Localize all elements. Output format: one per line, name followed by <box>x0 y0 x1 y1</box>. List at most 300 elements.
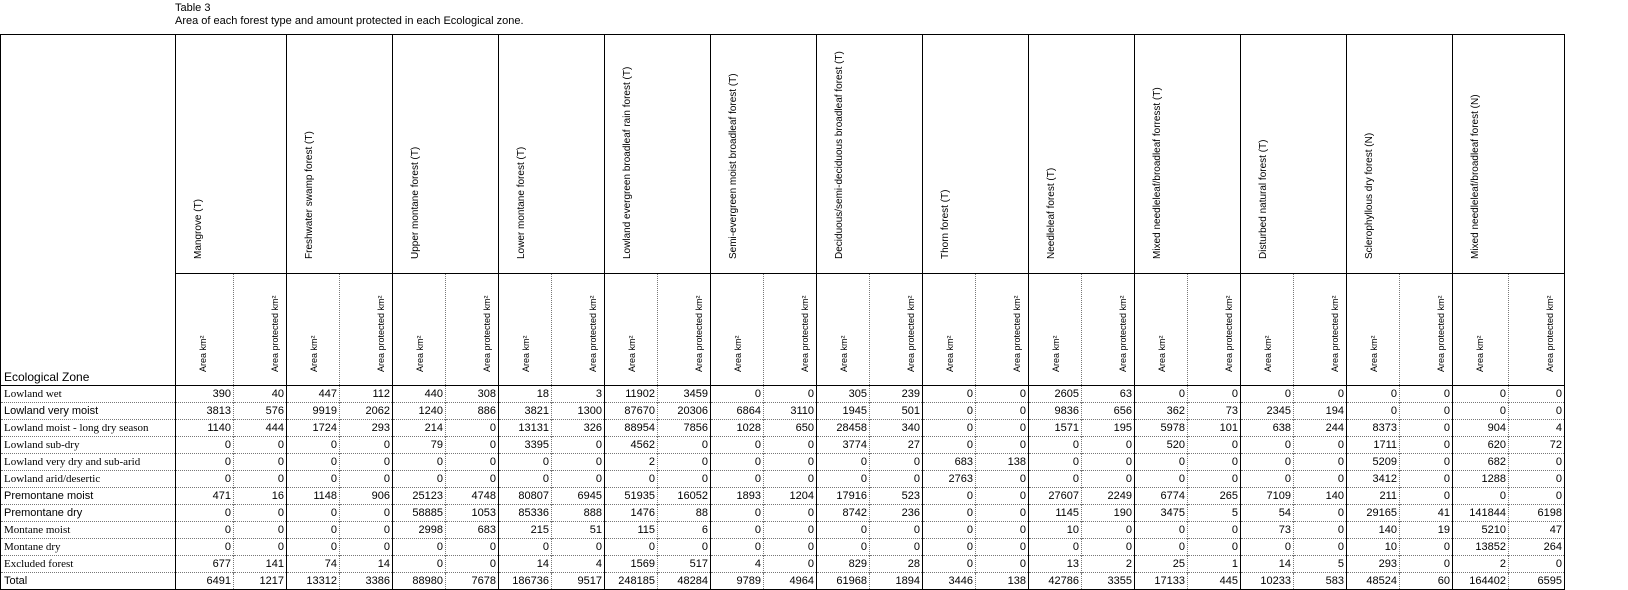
protected-value: 0 <box>976 556 1029 573</box>
area-value: 0 <box>923 539 976 556</box>
area-value: 58885 <box>393 505 446 522</box>
area-km2-label: Area km² <box>1475 335 1485 372</box>
protected-value: 0 <box>1294 471 1347 488</box>
protected-value: 5 <box>1294 556 1347 573</box>
area-value: 0 <box>1347 403 1400 420</box>
area-value: 51935 <box>605 488 658 505</box>
protected-value: 0 <box>234 454 287 471</box>
protected-value: 0 <box>1188 471 1241 488</box>
protected-value: 101 <box>1188 420 1241 437</box>
area-value: 13 <box>1029 556 1082 573</box>
area-km2-label: Area km² <box>415 335 425 372</box>
area-value: 61968 <box>817 573 870 590</box>
area-value: 0 <box>923 505 976 522</box>
table-caption <box>175 2 524 28</box>
area-value: 25 <box>1135 556 1188 573</box>
area-value: 0 <box>393 454 446 471</box>
protected-value: 28 <box>870 556 923 573</box>
ecological-zone-label: Lowland very dry and sub-arid <box>1 454 176 471</box>
area-header-cell <box>393 274 446 386</box>
ecological-zone-header-cell <box>1 35 176 386</box>
protected-value: 195 <box>1082 420 1135 437</box>
area-value: 10 <box>1347 539 1400 556</box>
protected-value: 326 <box>552 420 605 437</box>
protected-value: 2062 <box>340 403 393 420</box>
area-km2-label: Area km² <box>945 335 955 372</box>
area-value: 4562 <box>605 437 658 454</box>
forest-type-label: Lowland evergreen broadleaf rain forest (T) <box>622 66 633 259</box>
area-value: 0 <box>923 386 976 403</box>
area-value: 638 <box>1241 420 1294 437</box>
protected-value: 340 <box>870 420 923 437</box>
protected-value: 1053 <box>446 505 499 522</box>
area-value: 0 <box>287 522 340 539</box>
table-row <box>1 488 1565 505</box>
area-value: 13852 <box>1453 539 1509 556</box>
protected-value: 0 <box>1082 522 1135 539</box>
table-number: Table 3 <box>175 2 211 14</box>
area-value: 74 <box>287 556 340 573</box>
protected-value: 0 <box>340 454 393 471</box>
area-header-cell <box>499 274 552 386</box>
forest-type-label: Disturbed natural forest (T) <box>1258 139 1269 259</box>
area-value: 0 <box>1241 539 1294 556</box>
protected-header-cell <box>1294 274 1347 386</box>
area-value: 10 <box>1029 522 1082 539</box>
area-value: 1288 <box>1453 471 1509 488</box>
protected-value: 0 <box>1294 505 1347 522</box>
area-value: 42786 <box>1029 573 1082 590</box>
area-value: 8373 <box>1347 420 1400 437</box>
area-header-cell <box>1453 274 1509 386</box>
protected-header-cell <box>552 274 605 386</box>
area-value: 10233 <box>1241 573 1294 590</box>
area-value: 5210 <box>1453 522 1509 539</box>
forest-type-header <box>923 35 1029 274</box>
protected-value: 9517 <box>552 573 605 590</box>
protected-value: 0 <box>1400 539 1453 556</box>
area-value: 140 <box>1347 522 1400 539</box>
area-value: 0 <box>1135 471 1188 488</box>
forest-type-header <box>287 35 393 274</box>
protected-value: 48284 <box>658 573 711 590</box>
area-header-cell <box>1241 274 1294 386</box>
area-value: 0 <box>499 471 552 488</box>
area-value: 0 <box>1241 454 1294 471</box>
area-value: 0 <box>176 539 234 556</box>
area-value: 0 <box>1029 437 1082 454</box>
protected-value: 0 <box>446 539 499 556</box>
area-km2-label: Area km² <box>198 335 208 372</box>
area-value: 18 <box>499 386 552 403</box>
protected-header-cell <box>1509 274 1565 386</box>
protected-value: 0 <box>1400 437 1453 454</box>
area-value: 0 <box>393 471 446 488</box>
area-protected-km2-label: Area protected km² <box>1436 295 1446 372</box>
protected-value: 0 <box>1400 454 1453 471</box>
area-value: 0 <box>287 437 340 454</box>
protected-value: 1 <box>1188 556 1241 573</box>
protected-value: 27 <box>870 437 923 454</box>
table-row <box>1 386 1565 403</box>
protected-value: 140 <box>1294 488 1347 505</box>
ecological-zone-label: Premontane moist <box>1 488 176 505</box>
protected-value: 0 <box>976 522 1029 539</box>
protected-value: 1300 <box>552 403 605 420</box>
area-header-cell <box>1347 274 1400 386</box>
area-value: 0 <box>1135 454 1188 471</box>
area-value: 0 <box>711 471 764 488</box>
forest-type-header <box>393 35 499 274</box>
area-value: 0 <box>393 556 446 573</box>
area-protected-km2-label: Area protected km² <box>694 295 704 372</box>
protected-value: 0 <box>234 539 287 556</box>
protected-value: 0 <box>1400 420 1453 437</box>
area-km2-label: Area km² <box>309 335 319 372</box>
area-value: 1945 <box>817 403 870 420</box>
area-protected-km2-label: Area protected km² <box>482 295 492 372</box>
area-value: 440 <box>393 386 446 403</box>
protected-value: 0 <box>1509 556 1565 573</box>
area-value: 829 <box>817 556 870 573</box>
protected-value: 41 <box>1400 505 1453 522</box>
forest-type-header <box>1029 35 1135 274</box>
total-row <box>1 573 1565 590</box>
protected-value: 4748 <box>446 488 499 505</box>
area-value: 0 <box>176 437 234 454</box>
forest-type-label: Sclerophyllous dry forest (N) <box>1364 132 1375 259</box>
area-value: 17916 <box>817 488 870 505</box>
area-value: 1028 <box>711 420 764 437</box>
ecological-zone-label: Lowland arid/desertic <box>1 471 176 488</box>
area-km2-label: Area km² <box>1157 335 1167 372</box>
area-km2-label: Area km² <box>1051 335 1061 372</box>
protected-value: 6 <box>658 522 711 539</box>
protected-value: 0 <box>1082 454 1135 471</box>
area-value: 0 <box>176 505 234 522</box>
protected-value: 6198 <box>1509 505 1565 522</box>
area-header-cell <box>605 274 658 386</box>
forest-type-header <box>499 35 605 274</box>
forest-type-header <box>1347 35 1453 274</box>
area-value: 1571 <box>1029 420 1082 437</box>
protected-value: 0 <box>446 471 499 488</box>
forest-type-label: Thorn forest (T) <box>940 189 951 259</box>
area-header-cell <box>176 274 234 386</box>
area-value: 5209 <box>1347 454 1400 471</box>
area-value: 2605 <box>1029 386 1082 403</box>
area-value: 0 <box>499 454 552 471</box>
area-value: 164402 <box>1453 573 1509 590</box>
area-value: 11902 <box>605 386 658 403</box>
area-value: 2345 <box>1241 403 1294 420</box>
table-title: Area of each forest type and amount protected in each Ecological zone. <box>175 15 524 27</box>
protected-value: 0 <box>234 437 287 454</box>
area-value: 0 <box>1453 386 1509 403</box>
area-value: 0 <box>1453 488 1509 505</box>
protected-value: 501 <box>870 403 923 420</box>
protected-value: 0 <box>446 420 499 437</box>
protected-value: 576 <box>234 403 287 420</box>
area-value: 3774 <box>817 437 870 454</box>
area-value: 8742 <box>817 505 870 522</box>
protected-value: 0 <box>1294 454 1347 471</box>
protected-value: 16 <box>234 488 287 505</box>
protected-value: 0 <box>234 522 287 539</box>
protected-value: 60 <box>1400 573 1453 590</box>
area-value: 1476 <box>605 505 658 522</box>
ecological-zone-label: Lowland moist - long dry season <box>1 420 176 437</box>
protected-value: 0 <box>1082 437 1135 454</box>
area-value: 215 <box>499 522 552 539</box>
protected-value: 0 <box>658 539 711 556</box>
area-value: 0 <box>711 522 764 539</box>
protected-value: 0 <box>764 386 817 403</box>
protected-value: 0 <box>976 437 1029 454</box>
area-protected-km2-label: Area protected km² <box>270 295 280 372</box>
area-value: 6864 <box>711 403 764 420</box>
area-value: 0 <box>605 539 658 556</box>
table-row <box>1 403 1565 420</box>
protected-header-cell <box>234 274 287 386</box>
protected-value: 0 <box>1188 437 1241 454</box>
protected-value: 523 <box>870 488 923 505</box>
area-protected-km2-label: Area protected km² <box>1330 295 1340 372</box>
protected-value: 4964 <box>764 573 817 590</box>
protected-value: 0 <box>340 522 393 539</box>
area-value: 248185 <box>605 573 658 590</box>
protected-value: 0 <box>976 386 1029 403</box>
area-value: 390 <box>176 386 234 403</box>
protected-value: 14 <box>340 556 393 573</box>
protected-header-cell <box>870 274 923 386</box>
table-row <box>1 420 1565 437</box>
forest-type-label: Mangrove (T) <box>193 198 204 259</box>
protected-value: 0 <box>1509 403 1565 420</box>
area-value: 0 <box>1241 437 1294 454</box>
area-value: 904 <box>1453 420 1509 437</box>
protected-value: 72 <box>1509 437 1565 454</box>
protected-value: 0 <box>340 437 393 454</box>
protected-value: 0 <box>446 437 499 454</box>
protected-value: 650 <box>764 420 817 437</box>
protected-value: 1204 <box>764 488 817 505</box>
protected-value: 0 <box>446 556 499 573</box>
ecological-zone-label: Montane moist <box>1 522 176 539</box>
protected-value: 264 <box>1509 539 1565 556</box>
area-value: 0 <box>711 437 764 454</box>
protected-value: 308 <box>446 386 499 403</box>
protected-value: 2249 <box>1082 488 1135 505</box>
area-value: 7109 <box>1241 488 1294 505</box>
ecological-zone-label: Premontane dry <box>1 505 176 522</box>
area-value: 683 <box>923 454 976 471</box>
protected-value: 63 <box>1082 386 1135 403</box>
area-protected-km2-label: Area protected km² <box>800 295 810 372</box>
area-value: 620 <box>1453 437 1509 454</box>
protected-value: 0 <box>976 539 1029 556</box>
protected-value: 88 <box>658 505 711 522</box>
area-value: 3395 <box>499 437 552 454</box>
protected-value: 0 <box>976 403 1029 420</box>
protected-header-cell <box>976 274 1029 386</box>
area-value: 27607 <box>1029 488 1082 505</box>
area-value: 14 <box>499 556 552 573</box>
ecological-zone-label: Excluded forest <box>1 556 176 573</box>
protected-value: 239 <box>870 386 923 403</box>
protected-value: 0 <box>234 505 287 522</box>
area-value: 4 <box>711 556 764 573</box>
area-value: 214 <box>393 420 446 437</box>
protected-value: 0 <box>976 505 1029 522</box>
area-value: 54 <box>1241 505 1294 522</box>
area-value: 0 <box>817 471 870 488</box>
protected-value: 0 <box>1294 437 1347 454</box>
area-header-cell <box>923 274 976 386</box>
ecological-zone-label: Total <box>1 573 176 590</box>
area-value: 29165 <box>1347 505 1400 522</box>
protected-value: 0 <box>1509 386 1565 403</box>
area-km2-label: Area km² <box>1263 335 1273 372</box>
protected-value: 3110 <box>764 403 817 420</box>
area-km2-label: Area km² <box>627 335 637 372</box>
area-header-cell <box>287 274 340 386</box>
forest-type-header <box>817 35 923 274</box>
forest-type-label: Mixed needleleaf/broadleaf forresst (T) <box>1152 87 1163 259</box>
protected-value: 6595 <box>1509 573 1565 590</box>
protected-value: 0 <box>340 539 393 556</box>
area-km2-label: Area km² <box>521 335 531 372</box>
protected-header-cell <box>764 274 817 386</box>
table-row <box>1 505 1565 522</box>
protected-value: 0 <box>764 539 817 556</box>
area-value: 0 <box>1029 539 1082 556</box>
protected-header-cell <box>1082 274 1135 386</box>
forest-type-header <box>176 35 287 274</box>
protected-value: 0 <box>552 454 605 471</box>
protected-value: 0 <box>976 488 1029 505</box>
area-protected-km2-label: Area protected km² <box>1118 295 1128 372</box>
area-value: 2998 <box>393 522 446 539</box>
area-value: 0 <box>817 539 870 556</box>
area-value: 9836 <box>1029 403 1082 420</box>
protected-value: 906 <box>340 488 393 505</box>
area-header-cell <box>1029 274 1082 386</box>
protected-header-cell <box>446 274 499 386</box>
protected-value: 0 <box>1400 386 1453 403</box>
protected-value: 0 <box>1294 522 1347 539</box>
protected-value: 0 <box>340 471 393 488</box>
area-value: 0 <box>1135 522 1188 539</box>
area-value: 73 <box>1241 522 1294 539</box>
forest-type-label: Upper montane forest (T) <box>410 146 421 259</box>
ecological-zone-label: Lowland sub-dry <box>1 437 176 454</box>
protected-value: 19 <box>1400 522 1453 539</box>
protected-value: 0 <box>1082 471 1135 488</box>
protected-value: 0 <box>870 539 923 556</box>
table-row <box>1 556 1565 573</box>
area-value: 1148 <box>287 488 340 505</box>
protected-value: 47 <box>1509 522 1565 539</box>
protected-header-cell <box>658 274 711 386</box>
protected-header-cell <box>1400 274 1453 386</box>
area-value: 0 <box>817 522 870 539</box>
protected-value: 236 <box>870 505 923 522</box>
area-value: 2 <box>1453 556 1509 573</box>
area-value: 0 <box>711 386 764 403</box>
protected-value: 16052 <box>658 488 711 505</box>
area-value: 80807 <box>499 488 552 505</box>
protected-value: 886 <box>446 403 499 420</box>
forest-type-header <box>1241 35 1347 274</box>
protected-header-cell <box>340 274 393 386</box>
area-value: 1140 <box>176 420 234 437</box>
area-value: 1569 <box>605 556 658 573</box>
forest-type-label: Freshwater swamp forest (T) <box>304 131 315 259</box>
protected-value: 0 <box>446 454 499 471</box>
area-value: 0 <box>923 556 976 573</box>
measure-header-row <box>1 274 1565 386</box>
protected-value: 138 <box>976 454 1029 471</box>
protected-value: 0 <box>764 505 817 522</box>
area-value: 5978 <box>1135 420 1188 437</box>
protected-value: 0 <box>1400 488 1453 505</box>
protected-value: 517 <box>658 556 711 573</box>
area-value: 6491 <box>176 573 234 590</box>
area-value: 0 <box>176 471 234 488</box>
protected-value: 0 <box>552 539 605 556</box>
area-value: 0 <box>1241 471 1294 488</box>
protected-value: 0 <box>658 437 711 454</box>
protected-value: 265 <box>1188 488 1241 505</box>
protected-value: 293 <box>340 420 393 437</box>
area-value: 0 <box>287 539 340 556</box>
area-value: 471 <box>176 488 234 505</box>
protected-value: 656 <box>1082 403 1135 420</box>
area-value: 1724 <box>287 420 340 437</box>
protected-value: 0 <box>1400 471 1453 488</box>
area-value: 28458 <box>817 420 870 437</box>
area-km2-label: Area km² <box>1369 335 1379 372</box>
area-value: 9919 <box>287 403 340 420</box>
area-value: 211 <box>1347 488 1400 505</box>
area-value: 9789 <box>711 573 764 590</box>
area-value: 3446 <box>923 573 976 590</box>
protected-value: 0 <box>552 471 605 488</box>
area-protected-km2-label: Area protected km² <box>588 295 598 372</box>
area-value: 1240 <box>393 403 446 420</box>
protected-value: 445 <box>1188 573 1241 590</box>
protected-value: 0 <box>764 522 817 539</box>
table-row <box>1 437 1565 454</box>
forest-type-label: Needleleaf forest (T) <box>1046 167 1057 259</box>
area-header-cell <box>817 274 870 386</box>
area-value: 0 <box>1135 539 1188 556</box>
area-value: 3475 <box>1135 505 1188 522</box>
area-header-cell <box>1135 274 1188 386</box>
ecological-zone-label: Lowland very moist <box>1 403 176 420</box>
area-value: 17133 <box>1135 573 1188 590</box>
area-value: 0 <box>923 437 976 454</box>
area-value: 186736 <box>499 573 552 590</box>
area-value: 0 <box>1029 454 1082 471</box>
protected-value: 141 <box>234 556 287 573</box>
area-value: 0 <box>605 471 658 488</box>
area-value: 88954 <box>605 420 658 437</box>
protected-value: 0 <box>764 454 817 471</box>
area-value: 0 <box>176 454 234 471</box>
forest-area-table <box>0 34 1565 590</box>
